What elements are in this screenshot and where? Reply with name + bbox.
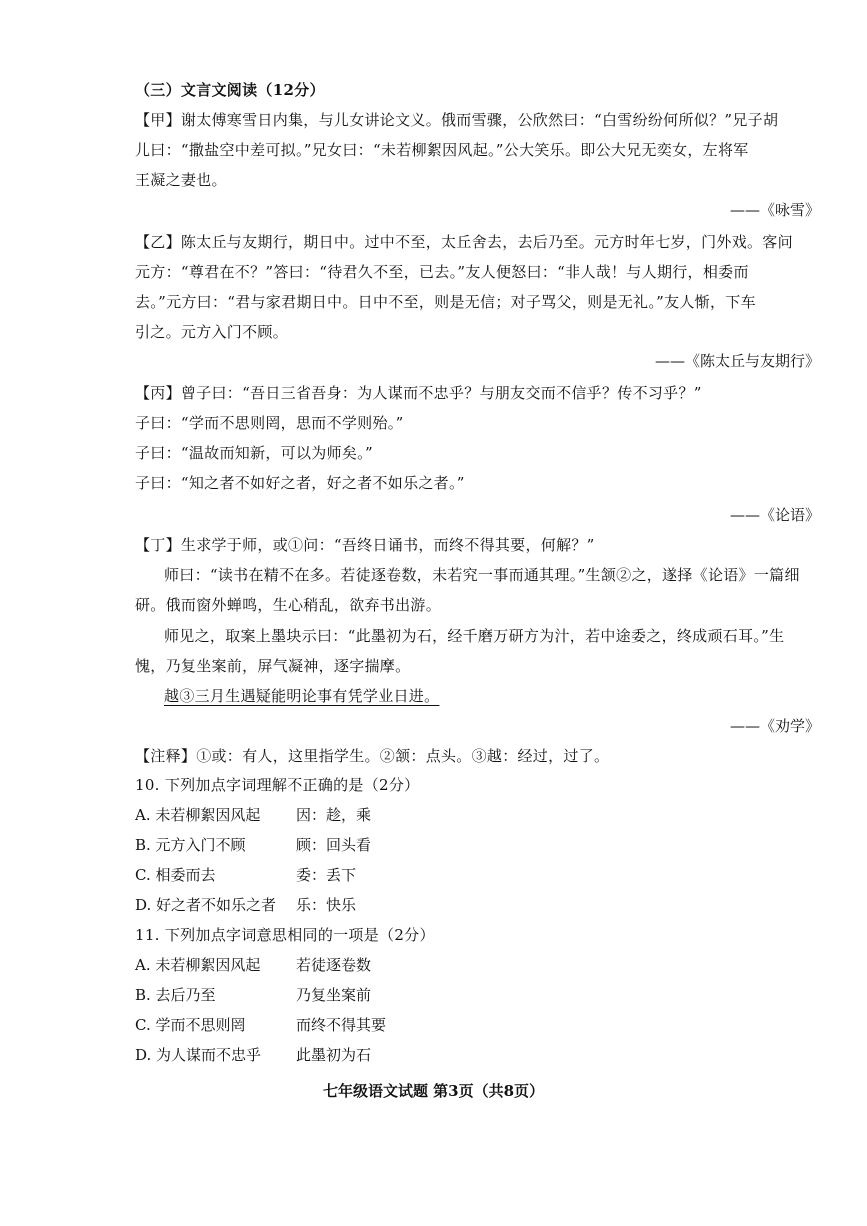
passage-yi-line-3: 去。”元方曰：“君与家君期日中。日中不至，则是无信；对子骂父，则是无礼。”友人惭，下车 <box>135 293 756 311</box>
passage-jia-line-2: 儿曰：“撒盐空中差可拟。”兄女曰：“未若柳絮因风起。”公大笑乐。即公大兄无奕女，左将军 <box>135 141 749 159</box>
page-footer: 七年级语文试题 第3页（共8页） <box>322 1082 545 1100</box>
passage-jia-line-1: 【甲】谢太傅寒雪日内集，与儿女讲论文义。俄而雪骤，公欣然曰：“白雪纷纷何所似？”兄子胡 <box>135 111 779 129</box>
question-10-option-b-gloss: 顾：回头看 <box>296 836 372 854</box>
passage-bing-source: ——《论语》 <box>729 506 820 524</box>
question-11-option-d-pair: 此墨初为石 <box>296 1046 372 1064</box>
question-10-option-a-gloss: 因：趁，乘 <box>296 806 372 824</box>
passage-yi-line-4: 引之。元方入门不顾。 <box>135 323 289 341</box>
passage-jia-line-3: 王凝之妻也。 <box>135 171 227 189</box>
passage-ding-line-2: 师曰：“读书在精不在多。若徒逐卷数，未若究一事而通其理。”生颔②之，遂择《论语》一篇细 <box>164 566 800 584</box>
question-11-option-a-pair: 若徒逐卷数 <box>296 956 372 974</box>
passage-yi-line-2: 元方：“尊君在不？”答曰：“待君久不至，已去。”友人便怒曰：“非人哉！与人期行，相委而 <box>135 263 749 281</box>
passage-bing-line-2: 子曰：“学而不思则罔，思而不学则殆。” <box>135 414 404 432</box>
question-11-option-c: C. 学而不思则罔 <box>135 1016 246 1034</box>
passage-yi-line-1: 【乙】陈太丘与友期行，期日中。过中不至，太丘舍去，去后乃至。元方时年七岁，门外戏。客问 <box>135 233 793 251</box>
annotation-notes: 【注释】①或：有人，这里指学生。②颔：点头。③越：经过，过了。 <box>135 747 610 765</box>
question-10-option-c: C. 相委而去 <box>135 866 216 884</box>
question-10-option-c-gloss: 委：丢下 <box>296 866 357 884</box>
section-title: （三）文言文阅读（12分） <box>135 81 325 99</box>
passage-ding-line-4: 师见之，取案上墨块示曰：“此墨初为石，经千磨万研方为汁，若中途委之，终成顽石耳。”生 <box>164 627 785 645</box>
passage-ding-line-5: 愧，乃复坐案前，屏气凝神，逐字揣摩。 <box>135 657 411 675</box>
question-10-option-d: D. 好之者不如乐之者 <box>135 896 277 914</box>
question-11-option-c-pair: 而终不得其要 <box>296 1016 387 1034</box>
passage-bing-line-1: 【丙】曾子曰：“吾日三省吾身：为人谋而不忠乎？与朋友交而不信乎？传不习乎？” <box>135 384 702 402</box>
question-10-option-a: A. 未若柳絮因风起 <box>135 806 261 824</box>
passage-yi-source: ——《陈太丘与友期行》 <box>654 352 820 370</box>
question-11-option-b-pair: 乃复坐案前 <box>296 986 372 1004</box>
question-10-option-d-gloss: 乐：快乐 <box>296 896 357 914</box>
passage-bing-line-3: 子曰：“温故而知新，可以为师矣。” <box>135 444 373 462</box>
question-10-stem: 10. 下列加点字词理解不正确的是（2分） <box>135 776 420 794</box>
passage-ding-line-3: 研。俄而窗外蝉鸣，生心稍乱，欲弃书出游。 <box>135 596 442 614</box>
question-11-option-b: B. 去后乃至 <box>135 986 216 1004</box>
question-11-stem: 11. 下列加点字词意思相同的一项是（2分） <box>135 926 435 944</box>
passage-ding-source: ——《劝学》 <box>729 717 820 735</box>
passage-bing-line-4: 子曰：“知之者不如好之者，好之者不如乐之者。” <box>135 474 465 492</box>
question-11-option-d: D. 为人谋而不忠乎 <box>135 1046 262 1064</box>
question-10-option-b: B. 元方入门不顾 <box>135 836 246 854</box>
passage-jia-source: ——《咏雪》 <box>729 201 820 219</box>
question-11-option-a: A. 未若柳絮因风起 <box>135 956 261 974</box>
passage-ding-line-1: 【丁】生求学于师，或①问：“吾终日诵书，而终不得其要，何解？” <box>135 536 595 554</box>
passage-ding-line-6-underlined: 越③三月生遇疑能明论事有凭学业日进。 <box>164 687 440 705</box>
